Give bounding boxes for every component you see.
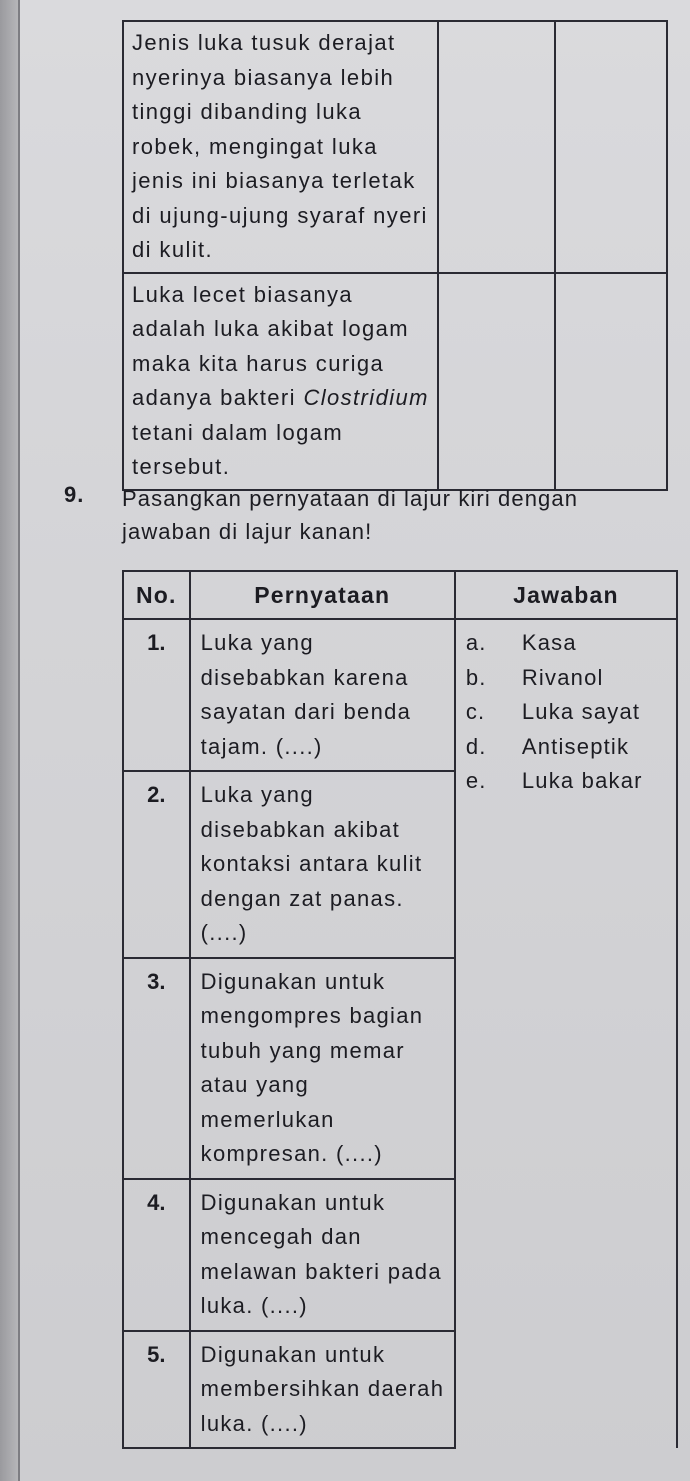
answer-option[interactable]: e. Luka bakar xyxy=(465,768,643,793)
row-number: 5. xyxy=(123,1331,190,1449)
header-no: No. xyxy=(123,571,190,619)
statement-cell xyxy=(123,273,438,490)
answer-option[interactable]: d. Antiseptik xyxy=(465,733,630,759)
row-statement: Digunakan untuk membersihkan daerah luka. (....) xyxy=(190,1331,455,1449)
answer-option[interactable]: a. Kasa xyxy=(465,630,577,655)
question-line: jawaban di lajur kanan! xyxy=(122,519,373,544)
row-statement: Luka yang disebabkan akibat kontaksi antara kulit dengan zat panas. (....) xyxy=(190,771,455,958)
header-statement: Pernyataan xyxy=(190,571,455,619)
statement-italic-term: Clostridium xyxy=(303,385,429,410)
statement-cell xyxy=(123,21,438,273)
answer-cell-true[interactable] xyxy=(438,21,554,273)
row-number: 3. xyxy=(123,958,190,1179)
statement-text: Jenis luka tusuk derajat nyerinya biasanya lebih tinggi dibanding luka robek, mengingat luka jenis ini biasanya terletak di ujung-ujung syaraf nyeri di kulit. xyxy=(132,30,428,262)
answer-option[interactable]: b. Rivanol xyxy=(465,664,604,690)
answer-option[interactable]: c. Luka sayat xyxy=(465,699,641,724)
statement-text-part: Luka lecet biasanya adalah luka akibat logam maka kita harus curiga adanya bakteri xyxy=(132,281,409,410)
table-row xyxy=(123,619,677,771)
row-statement: Luka yang disebabkan karena sayatan dari benda tajam. (....) xyxy=(190,619,455,771)
table-row xyxy=(123,21,667,273)
matching-table xyxy=(122,570,678,1449)
row-statement: Digunakan untuk mencegah dan melawan bakteri pada luka. (....) xyxy=(190,1179,455,1331)
table-row xyxy=(123,273,667,490)
question-number: 9. xyxy=(64,482,85,507)
answer-cell-true[interactable] xyxy=(438,273,554,490)
header-answer: Jawaban xyxy=(455,571,677,619)
answer-cell-false[interactable] xyxy=(555,21,667,273)
page-edge xyxy=(0,0,20,1481)
statement-text-part: tetani dalam logam tersebut. xyxy=(132,419,344,479)
row-statement: Digunakan untuk mengompres bagian tubuh yang memar atau yang memerlukan kompresan. (....) xyxy=(190,958,455,1179)
row-number: 2. xyxy=(123,771,190,958)
header-row xyxy=(123,571,677,619)
question-line: Pasangkan pernyataan di lajur kiri dengan xyxy=(122,486,579,511)
row-number: 4. xyxy=(123,1179,190,1331)
answer-list xyxy=(455,619,677,1448)
answer-cell-false[interactable] xyxy=(555,273,667,490)
true-false-table xyxy=(122,20,668,491)
row-number: 1. xyxy=(123,619,190,771)
question-instruction xyxy=(122,482,690,548)
